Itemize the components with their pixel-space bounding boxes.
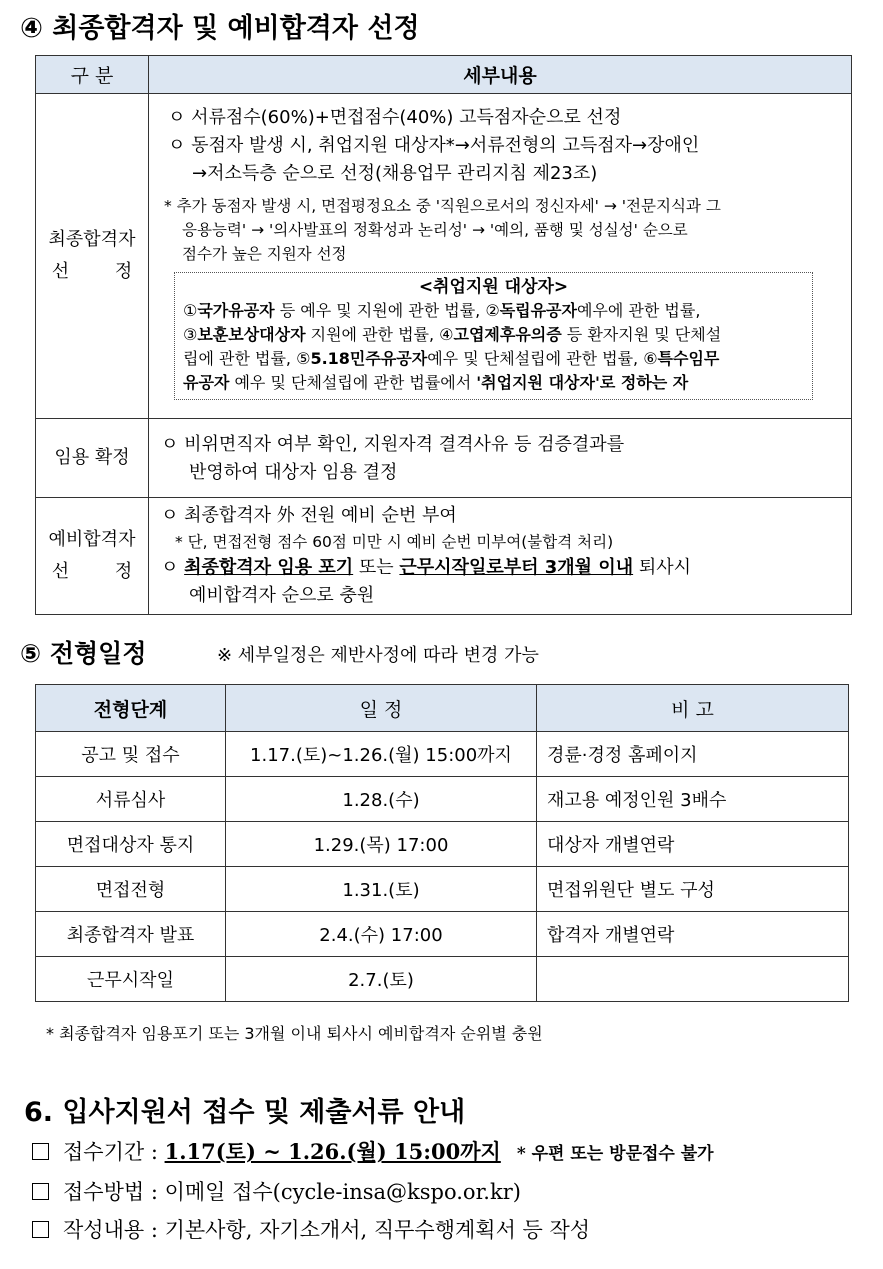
date-cell: 2.7.(토)	[226, 957, 537, 1002]
employment-support-box	[174, 272, 813, 400]
reserve-line: ㅇ 최종합격자 임용 포기 또는 근무시작일로부터 3개월 이내 퇴사시	[161, 557, 691, 578]
stage-cell: 면접대상자 통지	[36, 822, 226, 867]
header-detail: 세부내용	[149, 56, 852, 94]
date-cell: 1.31.(토)	[226, 867, 537, 912]
note-cell: 경륜·경정 홈페이지	[537, 732, 849, 777]
row-final-label	[36, 94, 149, 419]
checkbox-icon	[32, 1221, 49, 1238]
row-reserve	[36, 498, 852, 615]
row-reserve-label	[36, 498, 149, 615]
table-row	[36, 777, 849, 822]
reserve-label-2: 선 정	[51, 561, 133, 582]
reserve-label-1: 예비합격자	[48, 529, 136, 550]
box-line: ③보훈보상대상자 지원에 관한 법률, ④고엽제후유의증 등 환자지원 및 단체설	[183, 325, 722, 344]
table-row	[36, 957, 849, 1002]
final-star-line: 응용능력' → '의사발표의 정확성과 논리성' → '예의, 품행 및 성실성' 순으로	[182, 221, 688, 239]
date-cell: 1.29.(목) 17:00	[226, 822, 537, 867]
selection-table	[35, 55, 852, 615]
final-label-1: 최종합격자	[48, 229, 136, 250]
date-cell: 1.28.(수)	[226, 777, 537, 822]
note-cell: 합격자 개별연락	[537, 912, 849, 957]
final-line: ㅇ 서류점수(60%)+면접점수(40%) 고득점자순으로 선정	[168, 107, 622, 128]
period-note: * 우편 또는 방문접수 불가	[516, 1144, 714, 1164]
final-star-line: * 추가 동점자 발생 시, 면접평정요소 중 '직원으로서의 정신자세' → '전문지식과 그	[164, 197, 721, 215]
row-final	[36, 94, 852, 419]
table-row	[36, 822, 849, 867]
col-stage: 전형단계	[36, 685, 226, 732]
content-value: 기본사항, 자기소개서, 직무수행계획서 등 작성	[164, 1218, 591, 1242]
reserve-line: ㅇ 최종합격자 外 전원 예비 순번 부여	[161, 505, 457, 526]
reserve-line: 예비합격자 순으로 충원	[189, 585, 375, 606]
note-cell: 대상자 개별연락	[537, 822, 849, 867]
row-appoint-content	[149, 419, 852, 498]
box-line: 립에 관한 법률, ⑤5.18민주유공자예우 및 단체설립에 관한 법률, ⑥특수임무	[183, 349, 720, 368]
stage-cell: 서류심사	[36, 777, 226, 822]
application-content	[32, 1214, 590, 1244]
col-note: 비 고	[537, 685, 849, 732]
table-row	[36, 732, 849, 777]
appoint-line: 반영하여 대상자 임용 결정	[189, 462, 398, 483]
note-cell: 면접위원단 별도 구성	[537, 867, 849, 912]
row-appoint	[36, 419, 852, 498]
row-final-content	[149, 94, 852, 419]
table-row	[36, 867, 849, 912]
row-appoint-label: 임용 확정	[36, 419, 149, 498]
col-date: 일 정	[226, 685, 537, 732]
stage-cell: 공고 및 접수	[36, 732, 226, 777]
method-value: 이메일 접수(cycle-insa@kspo.or.kr)	[164, 1180, 521, 1204]
header-category: 구 분	[36, 56, 149, 94]
appoint-line: ㅇ 비위면직자 여부 확인, 지원자격 결격사유 등 검증결과를	[161, 434, 625, 455]
box-title: <취업지원 대상자>	[418, 277, 569, 297]
content-label: 작성내용 :	[63, 1218, 165, 1242]
application-method	[32, 1176, 521, 1206]
period-label: 접수기간 :	[63, 1140, 165, 1164]
section6-title: 6. 입사지원서 접수 및 제출서류 안내	[24, 1097, 466, 1128]
final-line: →저소득층 순으로 선정(채용업무 관리지침 제23조)	[192, 163, 598, 184]
schedule-footnote: * 최종합격자 임용포기 또는 3개월 이내 퇴사시 예비합격자 순위별 충원	[46, 1024, 543, 1043]
application-period	[32, 1136, 714, 1166]
box-line: 유공자 예우 및 단체설립에 관한 법률에서 '취업지원 대상자'로 정하는 자	[183, 373, 689, 392]
reserve-star-line: * 단, 면접전형 점수 60점 미만 시 예비 순번 미부여(불합격 처리)	[175, 533, 614, 551]
note-cell	[537, 957, 849, 1002]
final-line: ㅇ 동점자 발생 시, 취업지원 대상자*→서류전형의 고득점자→장애인	[168, 135, 700, 156]
section4-title: ④ 최종합격자 및 예비합격자 선정	[20, 13, 420, 44]
stage-cell: 최종합격자 발표	[36, 912, 226, 957]
note-cell: 재고용 예정인원 3배수	[537, 777, 849, 822]
period-value: 1.17(토) ~ 1.26.(월) 15:00까지	[164, 1139, 501, 1164]
row-reserve-content	[149, 498, 852, 615]
checkbox-icon	[32, 1143, 49, 1160]
final-label-2: 선 정	[51, 261, 133, 282]
table-row	[36, 912, 849, 957]
section5-title: ⑤ 전형일정	[20, 639, 147, 668]
method-label: 접수방법 :	[63, 1180, 165, 1204]
date-cell: 1.17.(토)~1.26.(월) 15:00까지	[226, 732, 537, 777]
final-star-line: 점수가 높은 지원자 선정	[182, 245, 347, 263]
date-cell: 2.4.(수) 17:00	[226, 912, 537, 957]
checkbox-icon	[32, 1183, 49, 1200]
selection-table-header	[36, 56, 852, 94]
stage-cell: 근무시작일	[36, 957, 226, 1002]
schedule-table	[35, 684, 849, 1002]
stage-cell: 면접전형	[36, 867, 226, 912]
schedule-change-note: ※ 세부일정은 제반사정에 따라 변경 가능	[217, 645, 539, 666]
box-line: ①국가유공자 등 예우 및 지원에 관한 법률, ②독립유공자예우에 관한 법률,	[183, 301, 701, 320]
schedule-header	[36, 685, 849, 732]
